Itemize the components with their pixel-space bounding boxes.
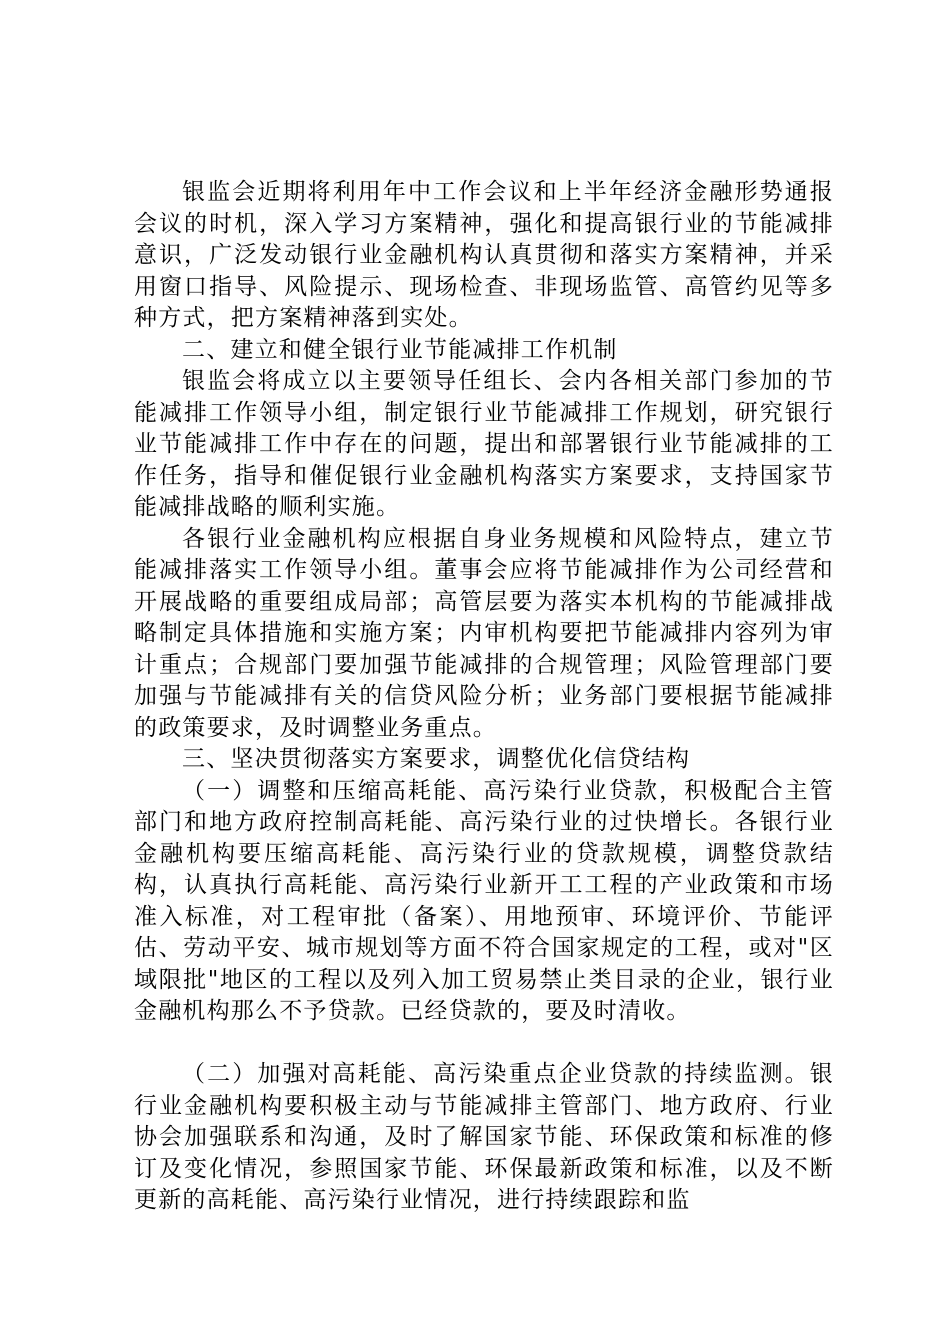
document-body bbox=[134, 177, 834, 1217]
paragraph-leading-group: 银监会将成立以主要领导任组长、会内各相关部门参加的节能减排工作领导小组，制定银行业节能减排工作规划，研究银行业节能减排工作中存在的问题，提出和部署银行业节能减排的工作任务，指导和催促银行业金融机构落实方案要求，支持国家节能减排战略的顺利实施。 bbox=[134, 368, 834, 520]
paragraph-item-2: （二）加强对高耗能、高污染重点企业贷款的持续监测。银行业金融机构要积极主动与节能减排主管部门、地方政府、行业协会加强联系和沟通，及时了解国家节能、环保政策和标准的修订及变化情况，参照国家节能、环保最新政策和标准，以及不断更新的高耗能、高污染行业情况，进行持续跟踪和监 bbox=[134, 1061, 834, 1213]
paragraph-gap bbox=[134, 1028, 834, 1060]
paragraph-intro: 银监会近期将利用年中工作会议和上半年经济金融形势通报会议的时机，深入学习方案精神，强化和提高银行业的节能减排意识，广泛发动银行业金融机构认真贯彻和落实方案精神，并采用窗口指导、风险提示、现场检查、非现场监管、高管约见等多种方式，把方案精神落到实处。 bbox=[134, 179, 834, 331]
paragraph-institutions: 各银行业金融机构应根据自身业务规模和风险特点，建立节能减排落实工作领导小组。董事会应将节能减排作为公司经营和开展战略的重要组成局部；高管层要为落实本机构的节能减排战略制定具体措施和实施方案；内审机构要把节能减排内容列为审计重点；合规部门要加强节能减排的合规管理；风险管理部门要加强与节能减排有关的信贷风险分析；业务部门要根据节能减排的政策要求，及时调整业务重点。 bbox=[134, 525, 834, 741]
section-heading-2: 二、建立和健全银行业节能减排工作机制 bbox=[182, 336, 618, 363]
section-heading-3: 三、坚决贯彻落实方案要求，调整优化信贷结构 bbox=[182, 746, 691, 772]
paragraph-item-1: （一）调整和压缩高耗能、高污染行业贷款，积极配合主管部门和地方政府控制高耗能、高污染行业的过快增长。各银行业金融机构要压缩高耗能、高污染行业的贷款规模，调整贷款结构，认真执行高耗能、高污染行业新开工工程的产业政策和市场准入标准，对工程审批（备案）、用地预审、环境评价、节能评估、劳动平安、城市规划等方面不符合国家规定的工程，或对"区域限批"地区的工程以及列入加工贸易禁止类目录的企业，银行业金融机构那么不予贷款。已经贷款的，要及时清收。 bbox=[134, 777, 834, 1024]
